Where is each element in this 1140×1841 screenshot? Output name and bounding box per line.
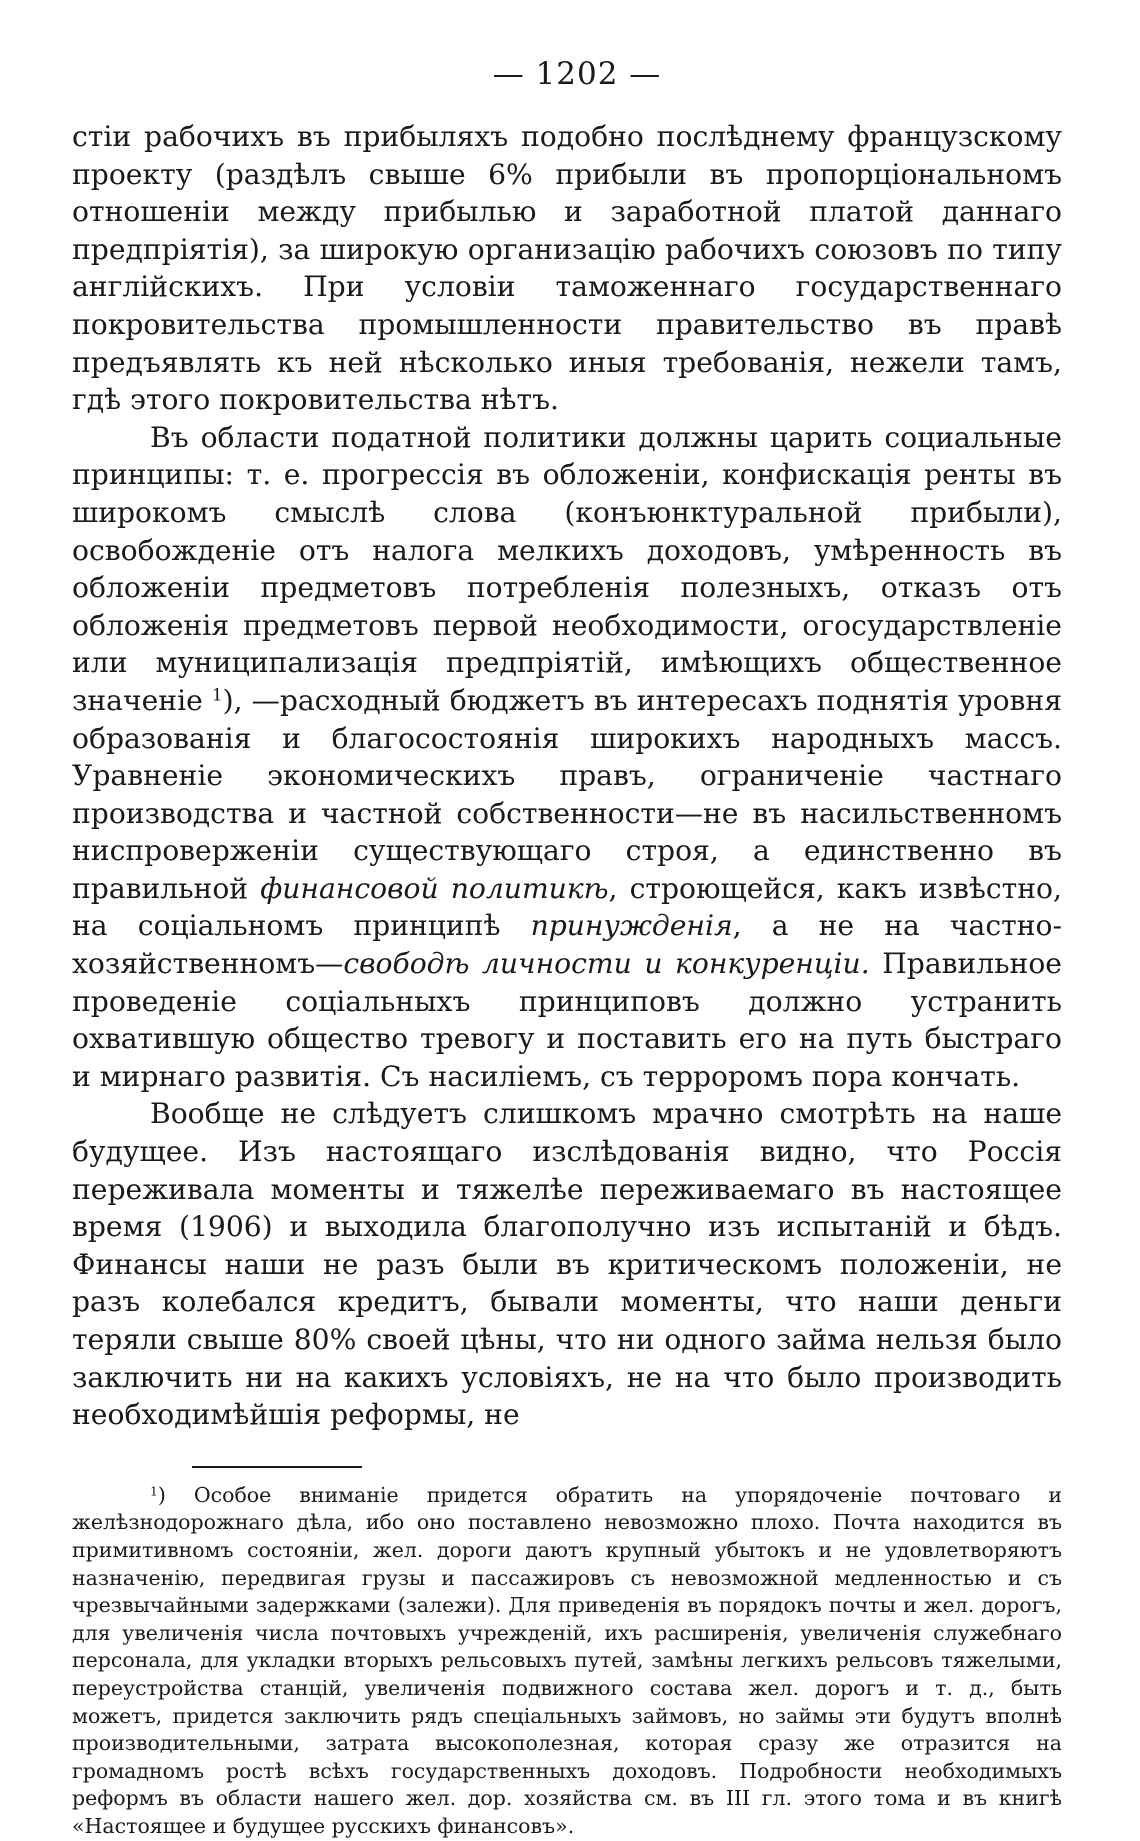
main-text — [72, 118, 1062, 1434]
italic-phrase-compulsion: принужденія — [530, 909, 733, 943]
paragraph-2 — [72, 419, 1062, 1096]
footnote-text: ) Особое вниманіе придется обратить на упорядоченіе почтоваго и желѣзнодорожнаго дѣла, ибо оно поставлено невозможно плохо. Почта находится въ примитивномъ состояніи, жел. дороги даютъ крупный убытокъ и не удовлетворяютъ назначенію, передвигая грузы и пассажировъ съ невозможной медленностью и съ чрезвычайными задержками (залежи). Для приведенія въ порядокъ почты и жел. дорогъ, для увеличенія числа почтовыхъ учрежденій, ихъ расширенія, увеличенія служебнаго персонала, для укладки вторыхъ рельсовыхъ путей, замѣны легкихъ рельсовъ тяжелыми, переустройства станцій, увеличенія подвижного состава жел. дорогъ и т. д., быть можетъ, придется заключить рядъ спеціальныхъ займовъ, но займы эти будутъ вполнѣ производительными, затрата высокополезная, которая сразу же отразится на громадномъ ростѣ всѣхъ государственныхъ доходовъ. Подробности необходимыхъ реформъ въ области нашего жел. дор. хозяйства см. въ III гл. этого тома и въ книгѣ «Настоящее и будущее русскихъ финансовъ». — [72, 1482, 1062, 1838]
footnote-reference: 1 — [211, 684, 223, 705]
paragraph-3: Вообще не слѣдуетъ слишкомъ мрачно смотрѣть на наше будущее. Изъ настоящаго изслѣдованія видно, что Россія переживала моменты и тяжелѣе переживаемаго въ настоящее время (1906) и выходила благополучно изъ испытаній и бѣдъ. Финансы наши не разъ были въ критическомъ положеніи, не разъ колебался кредитъ, бывали моменты, что наши деньги теряли свыше 80% своей цѣны, что ни одного займа нельзя было заключить ни на какихъ условіяхъ, не на что было производить необходимѣйшія реформы, не — [72, 1097, 1062, 1432]
footnote — [72, 1482, 1062, 1841]
page-number: — 1202 — — [492, 56, 662, 92]
italic-phrase-financial-policy: финансовой политикѣ — [260, 871, 609, 905]
paragraph-2-part-5: Правильное проведеніе соціальныхъ принциповъ должно устранить охватившую общество тревогу и поставить его на путь быстраго и мирнаго развитія. Съ насиліемъ, съ терроромъ пора кончать. — [72, 947, 1062, 1093]
paragraph-1: стіи рабочихъ въ прибыляхъ подобно послѣднему французскому проекту (раздѣлъ свыше 6% прибыли въ пропорціональномъ отношеніи между прибылью и заработной платой даннаго предпріятія), за широкую организацію рабочихъ союзовъ по типу англійскихъ. При условіи таможеннаго государственнаго покровительства промышленности правительство въ правѣ предъявлять къ ней нѣсколько иныя требованія, нежели тамъ, гдѣ этого покровительства нѣтъ. — [72, 120, 1062, 417]
paragraph-2-part-1: Въ области податной политики должны царить социальные принципы: т. е. прогрессія въ обложеніи, конфискація ренты въ широкомъ смыслѣ слова (конъюнктуральной прибыли), освобожденіе отъ налога мелкихъ доходовъ, умѣренность въ обложеніи предметовъ потребленія полезныхъ, отказъ отъ обложенія предметовъ первой необходимости, огосударствленіе или муниципализація предпріятій, имѣющихъ общественное значеніе — [72, 420, 1062, 717]
paragraph-2-part-4: , а не на частно-хозяйственномъ— — [72, 909, 1062, 981]
footnote-marker: 1 — [150, 1484, 158, 1499]
book-page — [72, 56, 1062, 1841]
italic-phrase-freedom: свободѣ личности и конкуренціи. — [343, 947, 870, 981]
paragraph-2-part-2: ), —расходный бюджетъ въ интересахъ поднятія уровня образованія и благосостоянія широкихъ народныхъ массъ. Уравненіе экономическихъ правъ, ограниченіе частнаго производства и частной собственности—не въ насильственномъ ниспроверженіи существующаго строя, а единственно въ правильной — [72, 683, 1062, 905]
footnote-divider — [192, 1466, 362, 1468]
paragraph-2-part-3: , строющейся, какъ извѣстно, на соціальномъ принципѣ — [72, 871, 1062, 943]
